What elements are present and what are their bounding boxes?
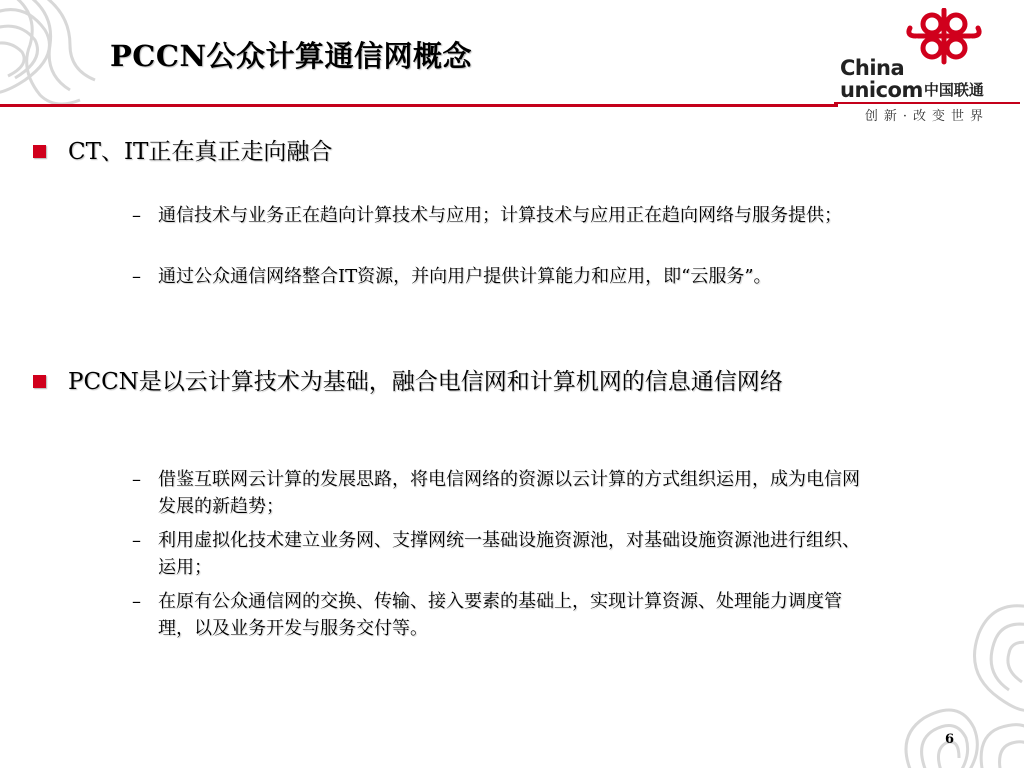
- unicom-knot-icon: [902, 8, 1002, 66]
- sub-bullet: [132, 588, 872, 642]
- logo-unicom-text: [840, 78, 984, 102]
- slide-title: PCCN公众计算通信网概念: [110, 39, 472, 73]
- dash-marker: –: [132, 205, 141, 226]
- dash-marker: –: [132, 530, 141, 551]
- bullet-square-icon: [33, 375, 46, 388]
- logo-slogan: 创新·改变世界: [834, 102, 1020, 122]
- logo-china-text: China: [840, 56, 905, 80]
- sub-bullet: [132, 263, 872, 290]
- page-number: 6: [945, 732, 955, 747]
- sub-bullet-text: 通信技术与业务正在趋向计算技术与应用；计算技术与应用正在趋向网络与服务提供；: [158, 205, 842, 226]
- title-divider: [0, 104, 838, 107]
- bullet-ct-it-convergence: [33, 136, 332, 169]
- dash-marker: –: [132, 591, 141, 612]
- bullet-text: CT、IT正在真正走向融合: [68, 139, 333, 165]
- dash-marker: –: [132, 266, 141, 287]
- sub-bullet-text: 借鉴互联网云计算的发展思路，将电信网络的资源以云计算的方式组织运用，成为电信网发展的新趋势；: [158, 469, 860, 517]
- bullet-square-icon: [33, 145, 46, 158]
- sub-bullet: [132, 466, 872, 520]
- corner-knot-decoration-top-left: [0, 0, 120, 110]
- dash-marker: –: [132, 469, 141, 490]
- sub-bullet-text: 利用虚拟化技术建立业务网、支撑网统一基础设施资源池，对基础设施资源池进行组织、运用；: [158, 530, 860, 578]
- logo-unicom-en: unicom: [840, 78, 923, 102]
- sub-bullet-text: 通过公众通信网络整合IT资源，并向用户提供计算能力和应用，即“云服务”。: [158, 266, 772, 287]
- china-unicom-logo: [834, 8, 1020, 124]
- sub-bullet: [132, 527, 872, 581]
- sub-bullet-text: 在原有公众通信网的交换、传输、接入要素的基础上，实现计算资源、处理能力调度管理，以及业务开发与服务交付等。: [158, 591, 842, 639]
- sub-bullet: [132, 202, 872, 229]
- logo-unicom-cn: 中国联通: [923, 81, 984, 99]
- bullet-pccn-definition: [33, 366, 873, 399]
- bullet-text: PCCN是以云计算技术为基础，融合电信网和计算机网的信息通信网络: [68, 369, 783, 395]
